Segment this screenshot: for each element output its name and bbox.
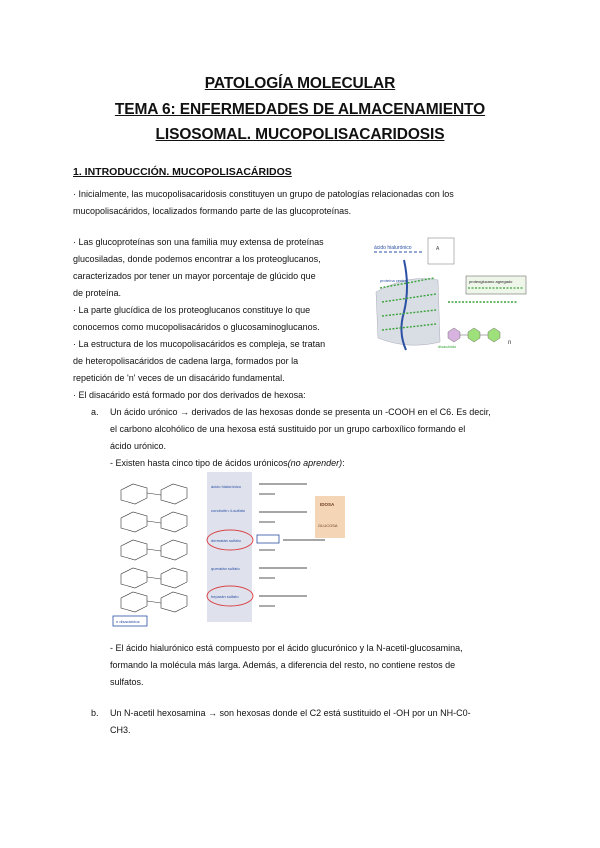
- parte-line-1: · La parte glucídica de los proteoglucanos constituye lo que: [73, 305, 311, 315]
- gluco-line-2: glucosiladas, donde podemos encontrar a los proteoglucanos,: [73, 254, 321, 264]
- intro-line-1: · Inicialmente, las mucopolisacaridosis constituyen un grupo de patologías relacionadas con los: [73, 189, 454, 199]
- page-title-line2: TEMA 6: ENFERMEDADES DE ALMACENAMIENTO: [114, 101, 486, 118]
- item-a-line-2: el carbono alcohólico de una hexosa está sustituido por un grupo carboxílico formando el: [110, 424, 466, 434]
- item-b-line-2: CH3.: [110, 725, 131, 735]
- section-heading: 1. INTRODUCCIÓN. MUCOPOLISACÁRIDOS: [73, 166, 292, 178]
- uronic-acids-figure: [107, 470, 347, 630]
- uronic-row-4: queratán sulfato: [211, 566, 240, 571]
- page-title-line1: PATOLOGÍA MOLECULAR: [204, 75, 396, 92]
- uronic-row-2: condroitín 4-sulfato: [211, 508, 246, 513]
- svg-text:A: A: [436, 246, 440, 252]
- gluco-line-1: · Las glucoproteínas son una familia muy extensa de proteínas: [73, 237, 324, 247]
- item-b-line-1: Un N-acetil hexosamina → son hexosas donde el C2 está sustituido el -OH por un NH-C0-: [110, 708, 471, 718]
- page-title-line3: LISOSOMAL. MUCOPOLISACARIDOSIS: [155, 126, 445, 143]
- figure-label-core: proteína central: [380, 278, 408, 283]
- estructura-line-2: de heteropolisacáridos de cadena larga, formados por la: [73, 356, 299, 366]
- uronic-box-idosa: IDOSA: [320, 502, 335, 507]
- uronic-box-glucosa: GLUCOSA: [318, 523, 338, 528]
- hialuronico-line-2: formando la molécula más larga. Además, a diferencia del resto, no contiene restos de: [110, 660, 456, 670]
- figure-label-side: disacárido: [438, 344, 457, 349]
- estructura-line-1: · La estructura de los mucopolisacáridos es compleja, se tratan: [73, 339, 326, 349]
- item-a-line-3: ácido urónico.: [110, 441, 167, 451]
- uronic-bottom-label: n disacáridos: [116, 619, 140, 624]
- figure-label-box: proteoglucano agregado: [469, 279, 513, 284]
- gluco-line-3: caracterizados por tener un mayor porcentaje de glúcido que: [73, 271, 316, 281]
- item-b-marker: b.: [91, 708, 99, 718]
- uronic-row-1: ácido hialurónico: [211, 484, 242, 489]
- item-a-sub-text: - Existen hasta cinco tipo de ácidos urónicos: [110, 458, 288, 468]
- disacarido-line: · El disacárido está formado por dos derivados de hexosa:: [73, 390, 306, 400]
- proteoglycan-figure: [368, 232, 533, 357]
- uronic-row-5: heparán sulfato: [211, 594, 239, 599]
- figure-label-n: n: [508, 340, 512, 346]
- item-a-line-1: Un ácido urónico → derivados de las hexosas donde se presenta un -COOH en el C6. Es decir,: [110, 407, 491, 417]
- item-a-sub-colon: :: [342, 458, 345, 468]
- intro-line-2: mucopolisacáridos, localizados formando parte de las glucoproteínas.: [73, 206, 352, 216]
- hialuronico-line-3: sulfatos.: [110, 677, 144, 687]
- parte-line-2: conocemos como mucopolisacáridos o glucosaminoglucanos.: [73, 322, 320, 332]
- figure-label-top: ácido hialurónico: [374, 245, 412, 251]
- hialuronico-line-1: - El ácido hialurónico está compuesto por el ácido glucurónico y la N-acetil-glucosamina,: [110, 643, 463, 653]
- estructura-line-3: repetición de 'n' veces de un disacárido fundamental.: [73, 373, 285, 383]
- gluco-line-4: de proteína.: [73, 288, 122, 298]
- uronic-row-3: dermatán sulfato: [211, 538, 241, 543]
- item-a-sub-note: (no aprender): [287, 458, 343, 468]
- item-a-marker: a.: [91, 407, 99, 417]
